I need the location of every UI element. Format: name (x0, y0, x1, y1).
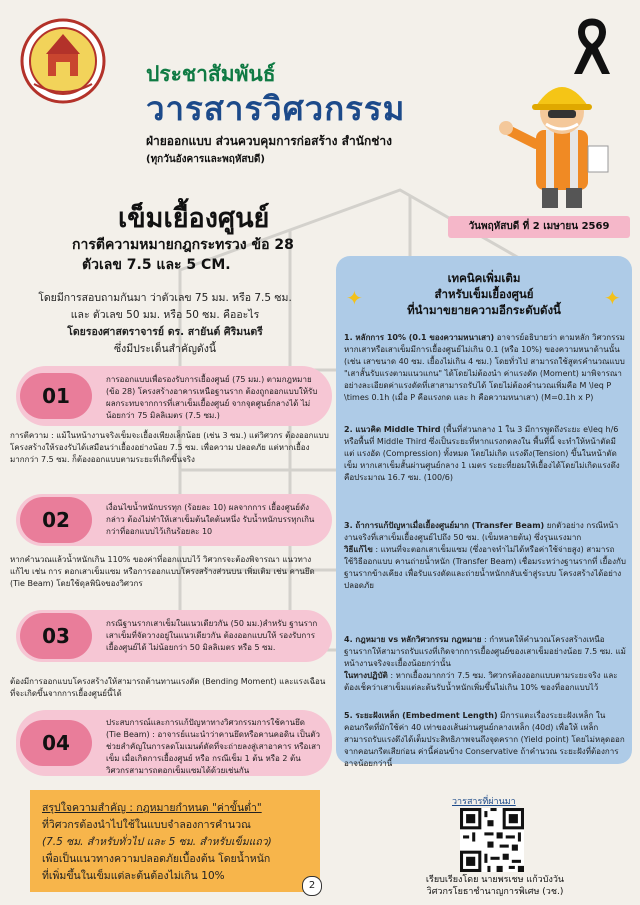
point-note: ต้องมีการออกแบบโครงสร้างให้สามารถต้านทานแรงดัด (Bending Moment) และแรงเฉือนที่จะเกิดขึ้นจากการเยื้องศูนย์นี้ได้ (10, 677, 326, 698)
technique-section-4 (344, 634, 626, 694)
qr-label[interactable]: วารสารที่ผ่านมา (452, 797, 516, 807)
technique-section-2 (344, 424, 626, 484)
section-body: : หากเยื้องมากกว่า 7.5 ซม. วิศวกรต้องออกแบบตามระยะจริง และต้องเช็คว่าเสาเข็มแต่ละต้นรับน้ำหนักเพิ่มขึ้นไม่เกิน 10% ของที่ออกแบบไว้ (344, 671, 618, 692)
issue-date-badge: วันพฤหัสบดี ที่ 2 เมษายน 2569 (448, 216, 630, 238)
department-line: ฝ่ายออกแบบ ส่วนควบคุมการก่อสร้าง สำนักช่าง (146, 134, 392, 148)
technique-section-3 (344, 520, 626, 592)
summary-line: ที่เพิ่มขึ้นในเข็มแต่ละต้นต้องไม่เกิน 10% (42, 870, 225, 882)
section-heading: 5. ระยะฝังเหล็ก (Embedment Length) (344, 711, 498, 720)
intro-block (20, 290, 310, 358)
engineer-cartoon-illustration (488, 60, 628, 210)
panel-title-1: เทคนิคเพิ่มเติม (447, 271, 521, 285)
point-number: 01 (20, 373, 92, 419)
summary-line: สรุปใจความสำคัญ : กฎหมายกำหนด "ค่าขั้นต่ำ" (42, 802, 262, 814)
point-card-01 (16, 366, 332, 426)
technique-section-5 (344, 710, 626, 770)
point-text: กรณีฐานรากเสาเข็มในแนวเดียวกัน (50 มม.)สำหรับ ฐานรากเสาเข็มที่จัดวางอยู่ในแนวเดียวกัน ต้องออกแบบให้ รองรับการเยื้องศูนย์ได้ ไม่น้อยกว่า 50 มิลลิเมตร หรือ 5 ซม. (106, 619, 318, 652)
credit-author: เรียบเรียงโดย นายพรเชษ แก้วบังวัน (425, 875, 565, 885)
summary-line: ที่วิศวกรต้องนำไปใช้ในแบบจำลองการคำนวณ (42, 819, 251, 831)
organization-seal-icon (20, 18, 106, 104)
point-card-04 (16, 710, 332, 776)
intro-author-line: โดยรองศาสตราจารย์ ดร. สายันต์ ศิริมนตรี (67, 326, 263, 338)
headline-sub-1: การตีความหมายกฎกระทรวง ข้อ 28 (72, 237, 294, 253)
sparkle-star-icon: ✦ (346, 286, 363, 310)
point-text: เงื่อนไขน้ำหนักบรรทุก (ร้อยละ 10) ผลจากการ เยื้องศูนย์ดังกล่าว ต้องไม่ทำให้เสาเข็มต้นใดต้นหนึ่ง รับน้ำหนักบรรทุกเกินกว่าที่ออกแบบไว้เกินร้อยละ 10 (106, 503, 315, 536)
intro-line: และ ตัวเลข 50 มม. หรือ 50 ซม. คืออะไร (70, 309, 260, 321)
section-heading: 3. ถ้าการแก้ปัญหาเมื่อเยื้องศูนย์มาก (Transfer Beam) (344, 521, 545, 530)
point-text: ประสบการณ์และการแก้ปัญหาทางวิศวกรรมการใช้คานยึด (Tie Beam) : อาจารย์แนะนำว่าคานยึดหรือคานคอดิน เป็นตัวช่วยสำคัญในการลดโมเมนต์ดัดที่จะถ่ายลงสู่เสาอาคาร หรือเสาเข็ม เมื่อเกิดการเยื้องศูนย์ หรือ กรณีเข็ม 1 ต้น หรือ 2 ต้น วิศวกรสามารถตอกเข็มแซมได้ด้วยเช่นกัน (106, 718, 321, 775)
headline-sub-2: ตัวเลข 7.5 และ 5 CM. (82, 257, 231, 273)
point-number: 04 (20, 720, 92, 766)
summary-line: (7.5 ซม. สำหรับทั่วไป และ 5 ซม. สำหรับเข็มแถว) (42, 836, 272, 848)
section-body: : แทนที่จะตอกเสาเข็มแซม (ซึ่งอาจทำไม่ได้หรือค่าใช้จ่ายสูง) สามารถ ใช้วิธีออกแบบ คานถ่ายน้ำหนัก (Transfer Beam) เชื่อมระหว่างฐานรากที่ เยื้องกับฐานรากข้างเคียง เพื่อรับแรงดัดและถ่ายน้ำหนักกลับเข้าสู่ระบบ โครงสร้างได้อย่างปลอดภัย (344, 545, 626, 590)
section-heading: 1. หลักการ 10% (0.1 ของความหนาเสา) (344, 333, 495, 342)
point-card-02 (16, 494, 332, 546)
panel-title-3: ที่นำมาขยายความอีกระดับดังนี้ (407, 303, 561, 317)
intro-line: ซึ่งมีประเด็นสำคัญดังนี้ (113, 343, 217, 355)
panel-title-2: สำหรับเข็มเยื้องศูนย์ (434, 287, 534, 301)
headline-main: เข็มเยื้องศูนย์ (118, 203, 270, 234)
intro-line: โดยมีการสอบถามกันมา ว่าตัวเลข 75 มม. หรือ 7.5 ซม. (38, 292, 292, 304)
section-body: : กำหนดให้คำนวณโครงสร้างเหนือ ฐานรากให้สามารถรับแรงที่เกิดจากการเยื้องศูนย์ของเสาเข็มอย่างน้อย 7.5 ซม. แม้หน้างานจริงจะเยื้องน้อยกว่านั้น (344, 635, 626, 668)
point-number: 02 (20, 497, 92, 543)
page-title: วารสารวิศวกรรม (146, 89, 406, 128)
section-body: มีการแตะเรื่องระยะฝังเหล็ก ในคอนกรีตที่มักใช้ค่า 40 เท่าของเส้นผ่านศูนย์กลางเหล็ก (40d) เพื่อให้ เหล็กสามารถรับแรงดึงได้เต็มประสิทธิภาพจนถึงจุดคราก (Yield point) โดยไม่หลุดออกจากคอนกรีตเสียก่อน ค่านี้ค่อนข้าง Conservative ถ้าคำนวณ ระยะฝังที่ต้องการอาจน้อยกว่านี้ (344, 711, 625, 768)
point-number: 03 (20, 613, 92, 659)
credit-title: วิศวกรโยธาชำนาญการพิเศษ (วช.) (426, 887, 564, 897)
point-note: การตีความ : แม้ในหน้างานจริงเข็มจะเยื้องเพียงเล็กน้อย (เช่น 3 ซม.) แต่วิศวกร ต้องออกแบบโครงสร้างให้รองรับได้เสมือนว่าเยื้องอย่างน้อย 7.5 ซม. เพื่อความ ปลอดภัย แต่หากเยื้องมากกว่า 7.5 ซม. ก็ต้องออกแบบตามระยะที่เกิดขึ้นจริง (10, 431, 329, 464)
section-heading: 2. แนวคิด Middle Third (344, 425, 441, 434)
summary-line: เพื่อเป็นแนวทางความปลอดภัยเบื้องต้น โดยน้ำหนัก (42, 853, 271, 865)
section-subheading: วิธีแก้ไข (344, 545, 373, 554)
section-heading: 4. กฎหมาย vs หลักวิศวกรรม กฎหมาย (344, 635, 482, 644)
schedule-line: (ทุกวันอังคารและพฤหัสบดี) (146, 154, 265, 165)
technique-section-1 (344, 332, 626, 404)
point-note: หากคำนวณแล้วน้ำหนักเกิน 110% ของค่าที่ออกแบบไว้ วิศวกรจะต้องพิจารณา แนวทางแก้ไข เช่น การ ตอกเสาเข็มแซม หรือการออกแบบโครงสร้างส่วนบน เพิ่มเติม เช่น คานยึด (Tie Beam) โดยใช้ดุลพินิจของวิศวกร (10, 555, 315, 588)
point-text: การออกแบบเพื่อรองรับการเยื้องศูนย์ (75 มม.) ตามกฎหมาย (ข้อ 28) โครงสร้างอาคารเหนือฐานราก ต้องถูกออกแบบให้รับผลกระทบจากการที่เสาเข็มเยื้องศูนย์ จากจุดศูนย์กลางได้ ไม่น้อยกว่า 75 มิลลิเมตร (7.5 ซม.) (106, 375, 318, 420)
section-body: (พื้นที่ส่วนกลาง 1 ใน 3 มีการพูดถึงระยะ e\leq h/6 หรือพื้นที่ Middle Third ซึ่งเป็นระยะที่หากแรงกดลงใน พื้นที่นี้ จะทำให้หน้าตัดมีแต่ แรงอัด (Compression) ทั้งหมด โดยไม่เกิด แรงดึง(Tension) ขึ้นในหน้าตัดเข็ม หากเสาเข็มสั้นผ่านศูนย์กลาง 1 เมตร ระยะที่ยอมให้เยื้องได้โดยไม่เกิดแรงดึงคือประมาณ 16.7 ซม. (100/6) (344, 425, 620, 482)
qr-code-icon[interactable] (460, 808, 524, 872)
summary-text (42, 800, 314, 885)
point-card-03 (16, 610, 332, 662)
section-subheading: ในทางปฏิบัติ (344, 671, 388, 680)
section-body: อาจารย์อธิบายว่า ตามหลัก วิศวกรรม หากเสาหรือเสาเข็มมีการเยื้องศูนย์ไม่เกิน 0.1 (หรือ 10%) ของความหนาด้านนั้น (เช่น เสาขนาด 40 ซม. เยื้องไม่เกิน 4 ซม.) โดยทั่วไป สามารถใช้สูตรคำนวณแบบ "เสาสั้นรับแรงตามแนวแกน" ได้โดยไม่ต้องนำ ค่าแรงดัด (Moment) มาพิจารณาอย่างละเอียดค่าแรงดัดที่เสาสามารถรับได้ โดยไม่ต้องคำนวณเพิ่มคือ M \leq P \times 0.1h (เมื่อ P คือแรงกด และ h คือความหนาเสา) (M=0.1h x P) (344, 333, 625, 402)
header-kicker: ประชาสัมพันธ์ (146, 62, 276, 86)
page-number: 2 (302, 876, 322, 896)
sparkle-star-icon: ✦ (604, 286, 621, 310)
section-body: ยกตัวอย่าง กรณีหน้างานจริงที่เสาเข็มเยื้องศูนย์ไปถึง 50 ซม. (เข็มหลายต้น) ซึ่งรุนแรงมาก (344, 521, 619, 542)
